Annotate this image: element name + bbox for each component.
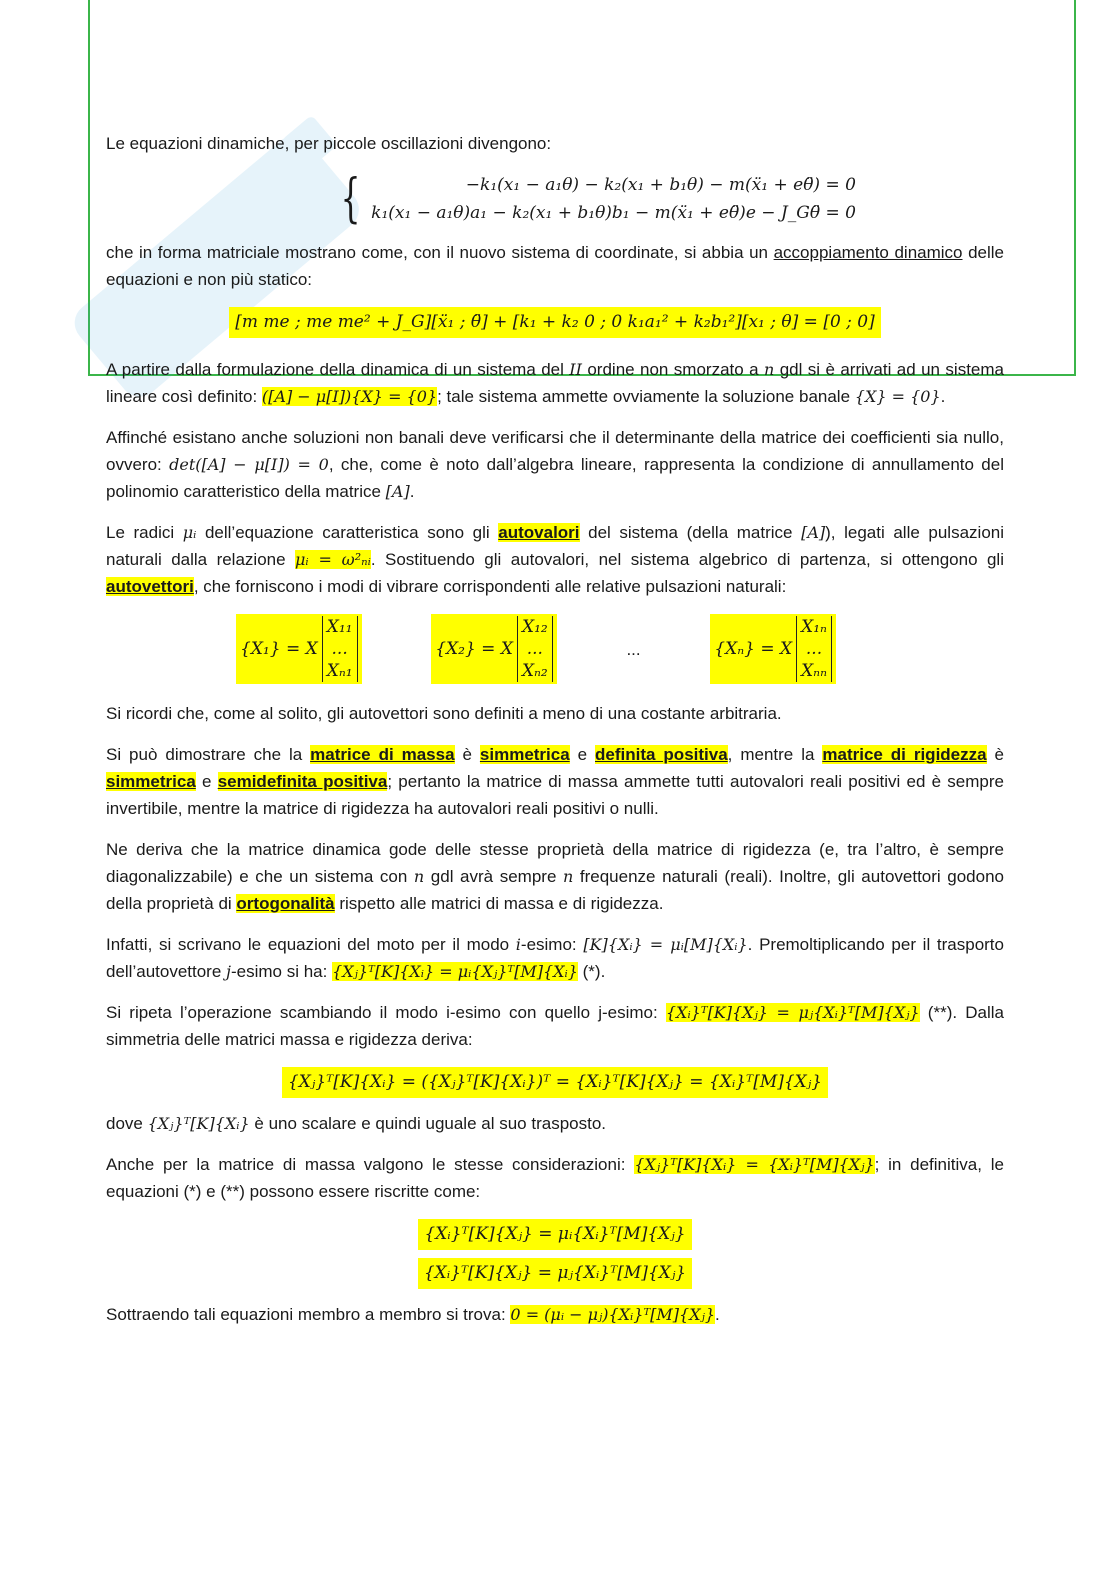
paragraph: che in forma matriciale mostrano come, con il nuovo sistema di coordinate, si abbia un accoppiamento dinamico delle equazioni e non più statico:: [106, 243, 1004, 289]
equation-system: [106, 171, 1004, 227]
paragraph: Anche per la matrice di massa valgono le stesse considerazioni: {Xⱼ}ᵀ[K]{Xᵢ} = {Xᵢ}ᵀ[M]{Xⱼ}; in definitiva, le equazioni (*) e (**) possono essere riscritte come:: [106, 1155, 1004, 1201]
paragraph: A partire dalla formulazione della dinamica di un sistema del II ordine non smorzato a n gdl si è arrivati ad un sistema lineare così definito: ([A] − μ[I]){X} = {0}; tale sistema ammette ovviamente la soluzione banale {X} = {0}.: [106, 360, 1004, 406]
eigenvector-n: {Xₙ} = X X₁ₙ ... Xₙₙ: [710, 614, 836, 684]
brace-icon: {: [340, 169, 361, 229]
equation-line: k₁(x₁ − a₁θ)a₁ − k₂(x₁ + b₁θ)b₁ − m(ẍ₁ + eθ̈)e − J_Gθ̈ = 0: [371, 203, 856, 223]
paragraph: Si ricordi che, come al solito, gli autovettori sono definiti a meno di una costante arbitraria.: [106, 704, 782, 723]
ellipsis: ...: [626, 639, 641, 659]
paragraph: dove {Xⱼ}ᵀ[K]{Xᵢ} è uno scalare e quindi uguale al suo trasposto.: [106, 1114, 606, 1133]
paragraph: Sottraendo tali equazioni membro a membro si trova: 0 = (μᵢ − μⱼ){Xᵢ}ᵀ[M]{Xⱼ}.: [106, 1305, 720, 1324]
paragraph: Le radici μᵢ dell’equazione caratteristica sono gli autovalori del sistema (della matrice [A]), legati alle pulsazioni naturali dalla relazione μᵢ = ω²ₙᵢ. Sostituendo gli autovalori, nel sistema algebrico di partenza, si ottengono gli autovettori, che forniscono i modi di vibrare corrispondenti alle relative pulsazioni naturali:: [106, 523, 1005, 596]
matrix-equation: [m me ; me me² + J_G][ẍ₁ ; θ̈] + [k₁ + k₂ 0 ; 0 k₁a₁² + k₂b₁²][x₁ ; θ] = [0 ; 0]: [106, 307, 1004, 338]
eigenvector-1: {X₁} = X X₁₁ ... Xₙ₁: [236, 614, 362, 684]
paragraph: Si può dimostrare che la matrice di massa è simmetrica e definita positiva, mentre la matrice di rigidezza è simmetrica e semidefinita positiva; pertanto la matrice di massa ammette tutti autovalori reali positivi ed è sempre invertibile, mentre la matrice di rigidezza ha autovalori reali positivi o nulli.: [106, 745, 1004, 818]
paragraph: Infatti, si scrivano le equazioni del moto per il modo i-esimo: [K]{Xᵢ} = μᵢ[M]{Xᵢ}. Premoltiplicando per il trasporto dell’autovettore j-esimo si ha: {Xⱼ}ᵀ[K]{Xᵢ} = μᵢ{Xⱼ}ᵀ[M]{Xᵢ} (*).: [106, 935, 1004, 981]
equation-rewritten-1: {Xᵢ}ᵀ[K]{Xⱼ} = μᵢ{Xᵢ}ᵀ[M]{Xⱼ}: [106, 1219, 1004, 1250]
paragraph: Si ripeta l’operazione scambiando il modo i-esimo con quello j-esimo: {Xᵢ}ᵀ[K]{Xⱼ} = μⱼ{Xᵢ}ᵀ[M]{Xⱼ} (**). Dalla simmetria delle matrici massa e rigidezza deriva:: [106, 1003, 1004, 1049]
paragraph: Affinché esistano anche soluzioni non banali deve verificarsi che il determinante della matrice dei coefficienti sia nullo, ovvero: det([A] − μ[I]) = 0, che, come è noto dall’algebra lineare, rappresenta la condizione di annullamento del polinomio caratteristico della matrice [A].: [106, 428, 1004, 501]
equation-rewritten-2: {Xᵢ}ᵀ[K]{Xⱼ} = μⱼ{Xᵢ}ᵀ[M]{Xⱼ}: [106, 1258, 1004, 1289]
eigenvector-row: [236, 614, 836, 684]
eigenvector-2: {X₂} = X X₁₂ ... Xₙ₂: [431, 614, 557, 684]
paragraph: Le equazioni dinamiche, per piccole oscillazioni divengono:: [106, 134, 552, 153]
document-body: [106, 130, 1004, 1342]
equation-line: −k₁(x₁ − a₁θ) − k₂(x₁ + b₁θ) − m(ẍ₁ + eθ̈) = 0: [465, 175, 856, 195]
equation-symmetry: {Xⱼ}ᵀ[K]{Xᵢ} = ({Xⱼ}ᵀ[K]{Xᵢ})ᵀ = {Xᵢ}ᵀ[K]{Xⱼ} = {Xᵢ}ᵀ[M]{Xⱼ}: [106, 1067, 1004, 1098]
paragraph: Ne deriva che la matrice dinamica gode delle stesse proprietà della matrice di rigidezza (e, tra l’altro, è sempre diagonalizzabile) e che un sistema con n gdl avrà sempre n frequenze naturali (reali). Inoltre, gli autovettori godono della proprietà di ortogonalità rispetto alle matrici di massa e di rigidezza.: [106, 840, 1004, 913]
